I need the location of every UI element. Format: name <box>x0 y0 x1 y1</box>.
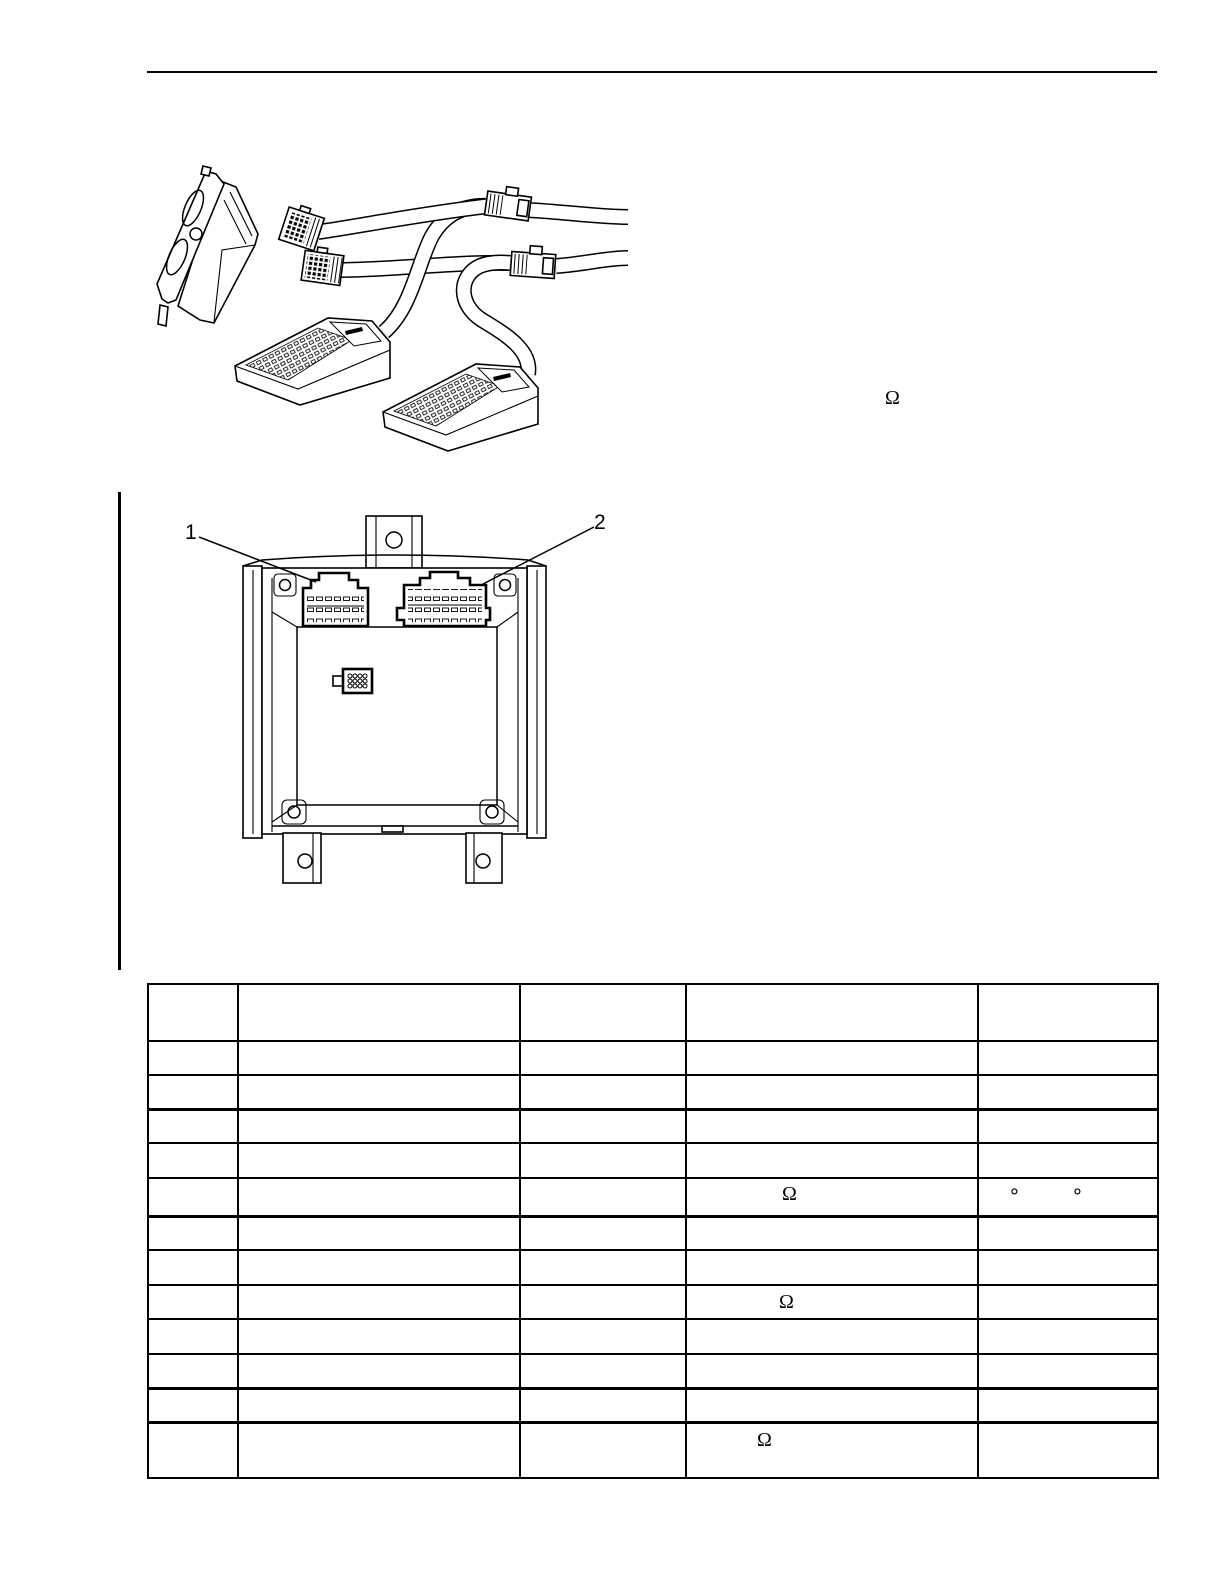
table-cell <box>238 1216 520 1250</box>
table-cell <box>238 1109 520 1143</box>
table-cell <box>686 1285 978 1319</box>
callout-2-label: 2 <box>594 511 606 534</box>
table-cell <box>686 1143 978 1178</box>
header-cell <box>686 984 978 1041</box>
revision-bar <box>118 492 121 970</box>
header-cell <box>148 984 238 1041</box>
vehicle-harness-upper <box>528 210 628 217</box>
header-cell <box>520 984 686 1041</box>
vehicle-harness-lower <box>556 258 628 266</box>
table-row <box>148 1354 1158 1388</box>
table-cell <box>520 1354 686 1388</box>
header-cell <box>978 984 1158 1041</box>
table-cell <box>686 1422 978 1478</box>
table-cell <box>978 1041 1158 1075</box>
table-row <box>148 1422 1158 1478</box>
module-connector-b <box>301 245 344 285</box>
table-cell <box>978 1285 1158 1319</box>
degree-symbol: ° <box>1073 1184 1082 1209</box>
table-cell <box>148 1178 238 1216</box>
table-cell <box>238 1422 520 1478</box>
table-cell <box>686 1354 978 1388</box>
bottom-mounting-tab-left <box>283 833 321 883</box>
degree-symbol: ° <box>1010 1184 1019 1209</box>
table-cell <box>978 1216 1158 1250</box>
table-cell <box>520 1388 686 1422</box>
table-cell <box>238 1285 520 1319</box>
table-cell <box>148 1319 238 1354</box>
table-cell <box>148 1285 238 1319</box>
table-row <box>148 1319 1158 1354</box>
table-cell <box>978 1075 1158 1109</box>
table-cell <box>520 1285 686 1319</box>
header-rule <box>147 71 1157 73</box>
table-cell <box>520 1075 686 1109</box>
breakout-box-2 <box>383 364 538 451</box>
table-row <box>148 1075 1158 1109</box>
table-cell <box>520 1319 686 1354</box>
table-cell <box>520 1216 686 1250</box>
table-cell <box>686 1319 978 1354</box>
header-cell <box>238 984 520 1041</box>
table-cell <box>978 1109 1158 1143</box>
module-connector-view <box>180 505 620 890</box>
table-cell <box>978 1178 1158 1216</box>
table-cell <box>686 1250 978 1285</box>
table-row <box>148 1143 1158 1178</box>
module-connector-a <box>279 202 326 251</box>
bottom-mounting-tab-right <box>466 833 502 883</box>
table-cell <box>238 1143 520 1178</box>
table-cell <box>520 1422 686 1478</box>
table-cell <box>148 1422 238 1478</box>
table-row <box>148 1216 1158 1250</box>
table-cell <box>686 1109 978 1143</box>
table-cell <box>686 1388 978 1422</box>
table-cell <box>686 1041 978 1075</box>
table-cell <box>978 1422 1158 1478</box>
table-cell <box>238 1388 520 1422</box>
table-cell <box>148 1388 238 1422</box>
table-row <box>148 1041 1158 1075</box>
table-cell <box>238 1319 520 1354</box>
harness-cable-upper <box>318 206 488 232</box>
callout-1-label: 1 <box>185 521 197 544</box>
vehicle-connector-d <box>510 245 556 279</box>
resistance-symbol: Ω <box>779 1291 794 1313</box>
table-cell <box>238 1178 520 1216</box>
specification-table <box>147 983 1159 1479</box>
vehicle-connector-c <box>485 184 533 221</box>
table-cell <box>238 1354 520 1388</box>
table-cell <box>520 1109 686 1143</box>
control-module <box>157 166 258 326</box>
table-cell <box>520 1250 686 1285</box>
table-cell <box>520 1041 686 1075</box>
breakout-box-2-cable <box>464 262 529 374</box>
table-cell <box>148 1075 238 1109</box>
table-cell <box>148 1041 238 1075</box>
table-cell <box>148 1250 238 1285</box>
harness-breakout-illustration <box>135 160 635 455</box>
table-cell <box>978 1319 1158 1354</box>
table-row <box>148 1388 1158 1422</box>
resistance-symbol: Ω <box>885 387 900 409</box>
table-cell <box>686 1075 978 1109</box>
table-cell <box>238 1041 520 1075</box>
table-row <box>148 1285 1158 1319</box>
table-cell <box>978 1143 1158 1178</box>
resistance-symbol: Ω <box>757 1428 772 1451</box>
module-housing <box>243 555 546 838</box>
table-cell <box>978 1250 1158 1285</box>
table-cell <box>148 1354 238 1388</box>
table-cell <box>978 1388 1158 1422</box>
table-row <box>148 1109 1158 1143</box>
table-cell <box>148 1143 238 1178</box>
table-cell <box>238 1075 520 1109</box>
table-row <box>148 1178 1158 1216</box>
table-header-row <box>148 984 1158 1041</box>
top-mounting-tab <box>366 516 422 568</box>
table-cell <box>148 1216 238 1250</box>
table-cell <box>520 1178 686 1216</box>
table-cell <box>686 1178 978 1216</box>
breakout-box-1 <box>235 318 390 405</box>
resistance-symbol: Ω <box>782 1183 797 1205</box>
table-cell <box>978 1354 1158 1388</box>
table-cell <box>520 1143 686 1178</box>
table-cell <box>238 1250 520 1285</box>
table-cell <box>686 1216 978 1250</box>
table-cell <box>148 1109 238 1143</box>
table-row <box>148 1250 1158 1285</box>
